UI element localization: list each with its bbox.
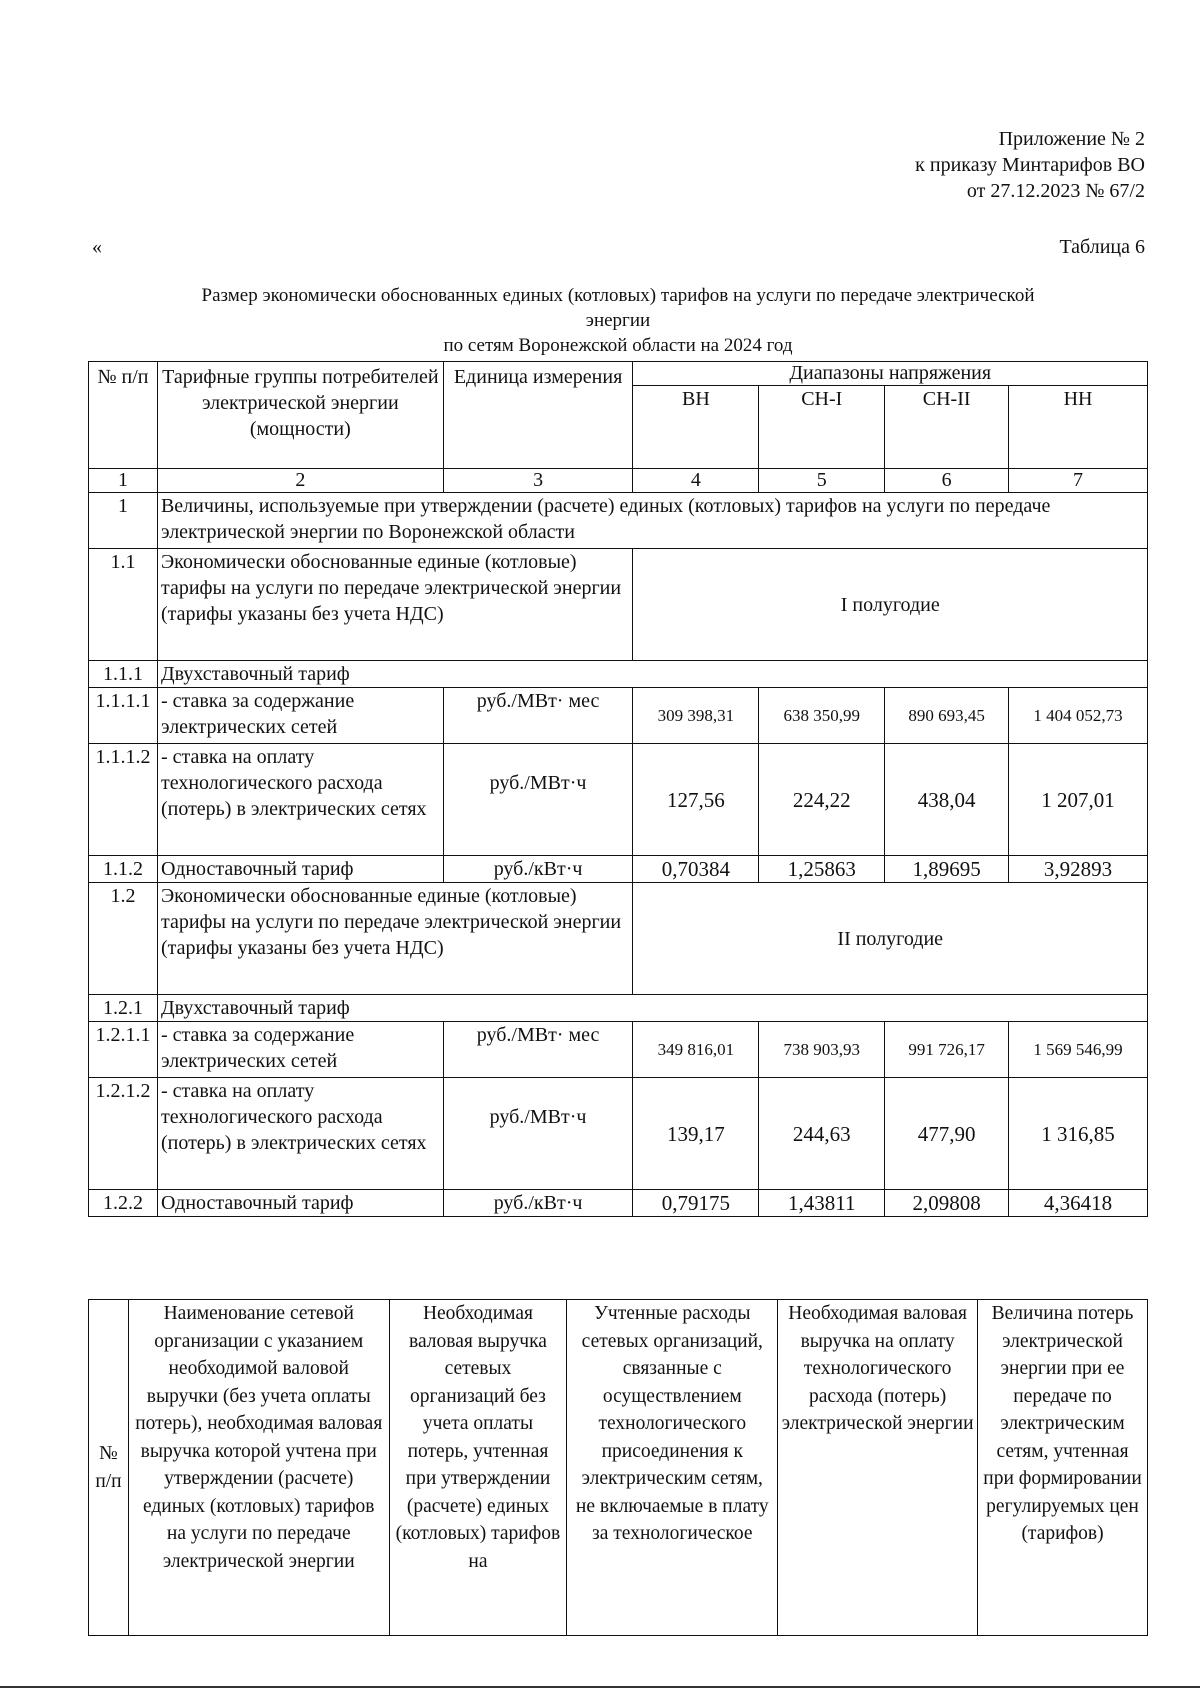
colnum-4: 4 [633, 469, 759, 493]
annex-line-1: Приложение № 2 [998, 128, 1145, 150]
table-row [89, 995, 1148, 1022]
row-num: 1.2.1 [89, 995, 158, 1022]
title-line-2: энергии [585, 310, 651, 331]
value-vn: 0,79175 [633, 1190, 759, 1217]
document-title [88, 283, 1148, 358]
title-line-1: Размер экономически обоснованных единых (котловых) тарифов на услуги по передаче электрической [201, 285, 1035, 306]
value-vn: 139,17 [633, 1078, 759, 1190]
tariff-table [88, 361, 1148, 1217]
table-row [89, 493, 1148, 549]
title-line-3: по сетям Воронежской области на 2024 год [443, 335, 793, 356]
value-vn: 0,70384 [633, 856, 759, 883]
t2-header-expenses: Учтенные расходы сетевых организаций, связанные с осуществлением технологического присоединения к электрическим сетям, не включаемые в плату за технологическое [567, 1300, 778, 1636]
table-row [89, 688, 1148, 744]
colnum-5: 5 [759, 469, 885, 493]
value-sn1: 224,22 [759, 744, 885, 856]
t2-header-losses: Величина потерь электрической энергии при ее передаче по электрическим сетям, учтенная при формировании регулируемых цен (тарифов) [978, 1300, 1148, 1636]
page-bottom-rule [0, 1686, 1200, 1688]
value-sn2: 991 726,17 [885, 1022, 1009, 1078]
header-groups: Тарифные группы потребителей электрической энергии (мощности) [157, 362, 443, 469]
row-name: - ставка за содержание электрических сетей [157, 1022, 443, 1078]
header-num: № п/п [89, 362, 158, 469]
value-sn1: 1,25863 [759, 856, 885, 883]
value-sn1: 738 903,93 [759, 1022, 885, 1078]
row-num: 1.1.2 [89, 856, 158, 883]
row-num: 1.1.1.1 [89, 688, 158, 744]
row-num: 1.2.1.2 [89, 1078, 158, 1190]
header-unit: Единица измерения [443, 362, 633, 469]
row-num: 1 [89, 493, 158, 549]
row-name: - ставка на оплату технологического расхода (потерь) в электрических сетях [157, 744, 443, 856]
period-label: II полугодие [633, 883, 1148, 995]
value-nn: 1 404 052,73 [1009, 688, 1148, 744]
row-num: 1.1 [89, 549, 158, 661]
value-vn: 349 816,01 [633, 1022, 759, 1078]
row-name: Двухставочный тариф [157, 661, 1147, 688]
row-num: 1.1.1.2 [89, 744, 158, 856]
value-nn: 1 207,01 [1009, 744, 1148, 856]
row-name: Двухставочный тариф [157, 995, 1147, 1022]
row-name: Экономически обоснованные единые (котловые) тарифы на услуги по передаче электрической энергии (тарифы указаны без учета НДС) [157, 549, 632, 661]
row-num: 1.1.1 [89, 661, 158, 688]
row-name: - ставка на оплату технологического расхода (потерь) в электрических сетях [157, 1078, 443, 1190]
value-vn: 127,56 [633, 744, 759, 856]
value-sn2: 438,04 [885, 744, 1009, 856]
colnum-7: 7 [1009, 469, 1148, 493]
row-name: Одноставочный тариф [157, 856, 443, 883]
table-row [89, 1190, 1148, 1217]
row-num: 1.2 [89, 883, 158, 995]
colnum-3: 3 [443, 469, 633, 493]
period-label: I полугодие [633, 549, 1148, 661]
value-sn2: 2,09808 [885, 1190, 1009, 1217]
network-organizations-table [88, 1299, 1148, 1636]
t2-header-nvv: Необходимая валовая выручка сетевых организаций без учета оплаты потерь, учтенная при утверждении (расчете) единых (котловых) тарифов на [389, 1300, 567, 1636]
row-name: Экономически обоснованные единые (котловые) тарифы на услуги по передаче электрической энергии (тарифы указаны без учета НДС) [157, 883, 632, 995]
row-unit: руб./МВт·ч [443, 744, 633, 856]
table-row [89, 856, 1148, 883]
value-vn: 309 398,31 [633, 688, 759, 744]
row-num: 1.2.1.1 [89, 1022, 158, 1078]
value-nn: 1 569 546,99 [1009, 1022, 1148, 1078]
row-name: Величины, используемые при утверждении (расчете) единых (котловых) тарифов на услуги по передаче электрической энергии по Воронежской области [157, 493, 1147, 549]
table-row [89, 744, 1148, 856]
t2-header-nvv-losses: Необходимая валовая выручка на оплату технологического расхода (потерь) электрической энергии [778, 1300, 978, 1636]
annex-line-3: от 27.12.2023 № 67/2 [966, 180, 1145, 202]
header-nn: НН [1009, 386, 1148, 469]
row-unit: руб./МВт· мес [443, 1022, 633, 1078]
value-nn: 1 316,85 [1009, 1078, 1148, 1190]
table-row [89, 549, 1148, 661]
table-row [89, 883, 1148, 995]
row-unit: руб./кВт·ч [443, 1190, 633, 1217]
annex-line-2: к приказу Минтарифов ВО [915, 154, 1145, 176]
row-unit: руб./МВт·ч [443, 1078, 633, 1190]
row-num: 1.2.2 [89, 1190, 158, 1217]
value-sn2: 1,89695 [885, 856, 1009, 883]
table-row [89, 1078, 1148, 1190]
value-nn: 3,92893 [1009, 856, 1148, 883]
table-row [89, 661, 1148, 688]
value-nn: 4,36418 [1009, 1190, 1148, 1217]
colnum-1: 1 [89, 469, 158, 493]
header-sn2: СН-II [885, 386, 1009, 469]
t2-header-num: № п/п [89, 1300, 129, 1636]
opening-quote: « [92, 236, 102, 258]
value-sn2: 477,90 [885, 1078, 1009, 1190]
value-sn1: 244,63 [759, 1078, 885, 1190]
value-sn1: 638 350,99 [759, 688, 885, 744]
colnum-6: 6 [885, 469, 1009, 493]
annex-header [915, 126, 1145, 204]
colnum-2: 2 [157, 469, 443, 493]
header-vn: ВН [633, 386, 759, 469]
row-unit: руб./МВт· мес [443, 688, 633, 744]
row-name: - ставка за содержание электрических сетей [157, 688, 443, 744]
row-unit: руб./кВт·ч [443, 856, 633, 883]
table-row [89, 1022, 1148, 1078]
row-name: Одноставочный тариф [157, 1190, 443, 1217]
value-sn1: 1,43811 [759, 1190, 885, 1217]
table-number: Таблица 6 [1059, 236, 1145, 258]
value-sn2: 890 693,45 [885, 688, 1009, 744]
t2-header-org: Наименование сетевой организации с указанием необходимой валовой выручки (без учета оплаты потерь), необходимая валовая выручка которой учтена при утверждении (расчете) единых (котловых) тарифов на услуги по передаче электрической энергии [128, 1300, 389, 1636]
header-voltage-ranges: Диапазоны напряжения [633, 362, 1148, 386]
header-sn1: СН-I [759, 386, 885, 469]
